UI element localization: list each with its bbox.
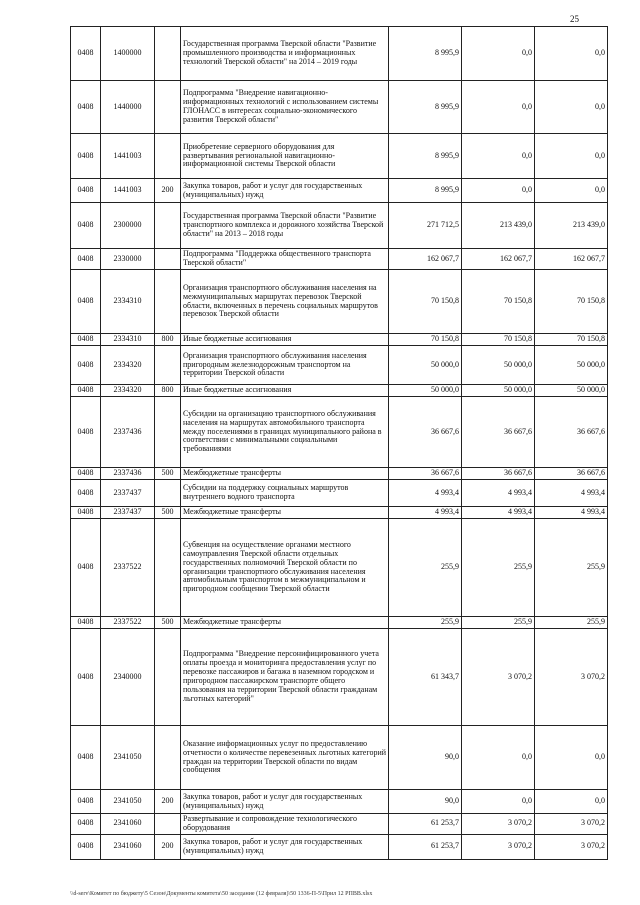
cell-amount-2: 0,0: [462, 27, 535, 81]
cell-amount-2: 0,0: [462, 179, 535, 203]
cell-name: Закупка товаров, работ и услуг для государственных (муниципальных) нужд: [181, 790, 389, 814]
cell-type: 500: [155, 617, 181, 629]
cell-name: Организация транспортного обслуживания населения пригородным железнодорожным транспортом на территории Тверской области: [181, 346, 389, 385]
cell-section: 0408: [71, 617, 101, 629]
cell-target: 2340000: [101, 629, 155, 726]
cell-amount-1: 61 343,7: [389, 629, 462, 726]
cell-amount-1: 70 150,8: [389, 270, 462, 334]
cell-target: 2341060: [101, 834, 155, 859]
cell-name: Субвенция на осуществление органами местного самоуправления Тверской области отдельных государственных полномочий Тверской области по организации транспортного обслуживания населения автомобильным транспортом в межмуниципальном и пригородном сообщении Тверской области: [181, 519, 389, 617]
cell-name: Межбюджетные трансферты: [181, 468, 389, 480]
cell-type: [155, 249, 181, 270]
cell-amount-2: 0,0: [462, 790, 535, 814]
cell-section: 0408: [71, 726, 101, 790]
cell-section: 0408: [71, 249, 101, 270]
cell-amount-2: 4 993,4: [462, 480, 535, 507]
cell-target: 2330000: [101, 249, 155, 270]
cell-type: 200: [155, 179, 181, 203]
cell-section: 0408: [71, 27, 101, 81]
cell-type: 800: [155, 385, 181, 397]
cell-amount-2: 0,0: [462, 81, 535, 134]
cell-amount-3: 50 000,0: [535, 385, 608, 397]
cell-name: Закупка товаров, работ и услуг для государственных (муниципальных) нужд: [181, 179, 389, 203]
table-row: [71, 346, 608, 385]
cell-amount-2: 36 667,6: [462, 397, 535, 468]
cell-name: Оказание информационных услуг по предоставлению отчетности о количестве перевезенных льготных категорий граждан на территории Тверской области по видам сообщения: [181, 726, 389, 790]
cell-target: 1440000: [101, 81, 155, 134]
cell-type: [155, 27, 181, 81]
cell-type: [155, 480, 181, 507]
cell-amount-2: 0,0: [462, 726, 535, 790]
cell-type: [155, 346, 181, 385]
cell-amount-1: 8 995,9: [389, 134, 462, 179]
footer-file-path: \\d-serv\Комитет по бюджету\5 Сезон\Документы комитета\50 заседание (12 февраля)\50 1336-П-5\Прил 12 РПВВ.xlsx: [70, 891, 373, 897]
cell-type: [155, 519, 181, 617]
cell-amount-2: 255,9: [462, 617, 535, 629]
cell-amount-2: 213 439,0: [462, 203, 535, 249]
cell-target: 2334320: [101, 385, 155, 397]
cell-amount-3: 213 439,0: [535, 203, 608, 249]
cell-amount-1: 36 667,6: [389, 397, 462, 468]
cell-target: 2337522: [101, 617, 155, 629]
cell-type: 500: [155, 468, 181, 480]
table-row: [71, 270, 608, 334]
table-row: [71, 385, 608, 397]
cell-amount-1: 8 995,9: [389, 27, 462, 81]
cell-amount-1: 90,0: [389, 790, 462, 814]
cell-section: 0408: [71, 134, 101, 179]
cell-amount-3: 70 150,8: [535, 270, 608, 334]
cell-amount-3: 0,0: [535, 81, 608, 134]
cell-amount-3: 0,0: [535, 179, 608, 203]
table-row: [71, 790, 608, 814]
cell-target: 2337437: [101, 507, 155, 519]
cell-amount-2: 70 150,8: [462, 334, 535, 346]
cell-amount-3: 0,0: [535, 790, 608, 814]
cell-section: 0408: [71, 81, 101, 134]
cell-amount-3: 3 070,2: [535, 629, 608, 726]
cell-amount-3: 4 993,4: [535, 507, 608, 519]
cell-target: 1441003: [101, 134, 155, 179]
cell-amount-3: 50 000,0: [535, 346, 608, 385]
cell-section: 0408: [71, 507, 101, 519]
cell-amount-3: 162 067,7: [535, 249, 608, 270]
cell-name: Организация транспортного обслуживания населения на межмуниципальных маршрутах перевозок Тверской области, включенных в перечень социальных маршрутов перевозок Тверской области: [181, 270, 389, 334]
cell-target: 2341050: [101, 790, 155, 814]
cell-target: 2337437: [101, 480, 155, 507]
table-row: [71, 179, 608, 203]
cell-type: [155, 203, 181, 249]
cell-amount-1: 90,0: [389, 726, 462, 790]
table-row: [71, 519, 608, 617]
table-row: [71, 397, 608, 468]
cell-amount-1: 162 067,7: [389, 249, 462, 270]
cell-section: 0408: [71, 480, 101, 507]
cell-target: 1400000: [101, 27, 155, 81]
cell-target: 2337436: [101, 468, 155, 480]
cell-section: 0408: [71, 814, 101, 835]
table-row: [71, 814, 608, 835]
cell-target: 2300000: [101, 203, 155, 249]
cell-section: 0408: [71, 203, 101, 249]
table-row: [71, 203, 608, 249]
cell-amount-1: 271 712,5: [389, 203, 462, 249]
cell-type: [155, 726, 181, 790]
cell-amount-3: 3 070,2: [535, 834, 608, 859]
cell-amount-1: 4 993,4: [389, 480, 462, 507]
cell-type: [155, 397, 181, 468]
cell-name: Приобретение серверного оборудования для развертывания региональной навигационно-информационной системы Тверской области: [181, 134, 389, 179]
cell-type: 200: [155, 790, 181, 814]
cell-amount-2: 70 150,8: [462, 270, 535, 334]
cell-target: 2341050: [101, 726, 155, 790]
cell-type: [155, 629, 181, 726]
cell-target: 2337436: [101, 397, 155, 468]
cell-section: 0408: [71, 346, 101, 385]
page-number: 25: [570, 14, 579, 24]
cell-section: 0408: [71, 270, 101, 334]
cell-name: Подпрограмма "Внедрение персонифицированного учета оплаты проезда и мониторинга предоставления услуг по перевозке пассажиров и багажа в наземном городском и пригородном пассажирском транспорте общего пользования на территории Тверской области гражданам льготных категорий": [181, 629, 389, 726]
table-row: [71, 629, 608, 726]
cell-section: 0408: [71, 334, 101, 346]
table-row: [71, 81, 608, 134]
cell-amount-2: 36 667,6: [462, 468, 535, 480]
cell-section: 0408: [71, 385, 101, 397]
cell-name: Государственная программа Тверской области "Развитие промышленного производства и информационных технологий Тверской области" на 2014 – 2019 годы: [181, 27, 389, 81]
cell-type: 800: [155, 334, 181, 346]
table-row: [71, 834, 608, 859]
cell-amount-3: 0,0: [535, 134, 608, 179]
cell-section: 0408: [71, 468, 101, 480]
cell-amount-2: 255,9: [462, 519, 535, 617]
cell-target: 1441003: [101, 179, 155, 203]
cell-amount-1: 8 995,9: [389, 81, 462, 134]
cell-target: 2334310: [101, 270, 155, 334]
cell-type: 200: [155, 834, 181, 859]
cell-amount-3: 3 070,2: [535, 814, 608, 835]
cell-name: Иные бюджетные ассигнования: [181, 334, 389, 346]
cell-amount-2: 4 993,4: [462, 507, 535, 519]
table-row: [71, 468, 608, 480]
cell-section: 0408: [71, 179, 101, 203]
cell-type: [155, 81, 181, 134]
cell-name: Иные бюджетные ассигнования: [181, 385, 389, 397]
cell-amount-1: 61 253,7: [389, 834, 462, 859]
cell-name: Субсидии на поддержку социальных маршрутов внутреннего водного транспорта: [181, 480, 389, 507]
cell-target: 2337522: [101, 519, 155, 617]
cell-section: 0408: [71, 519, 101, 617]
cell-amount-3: 70 150,8: [535, 334, 608, 346]
cell-amount-3: 36 667,6: [535, 468, 608, 480]
cell-amount-2: 0,0: [462, 134, 535, 179]
cell-amount-2: 162 067,7: [462, 249, 535, 270]
cell-name: Субсидии на организацию транспортного обслуживания населения на маршрутах автомобильного транспорта между поселениями в границах муниципального района в соответствии с минимальными социальными требованиями: [181, 397, 389, 468]
cell-amount-2: 3 070,2: [462, 629, 535, 726]
cell-amount-1: 36 667,6: [389, 468, 462, 480]
cell-amount-3: 0,0: [535, 726, 608, 790]
cell-name: Межбюджетные трансферты: [181, 617, 389, 629]
cell-section: 0408: [71, 790, 101, 814]
cell-amount-1: 255,9: [389, 617, 462, 629]
cell-type: [155, 270, 181, 334]
cell-amount-1: 4 993,4: [389, 507, 462, 519]
cell-section: 0408: [71, 834, 101, 859]
cell-amount-2: 50 000,0: [462, 346, 535, 385]
cell-name: Государственная программа Тверской области "Развитие транспортного комплекса и дорожного хозяйства Тверской области" на 2013 – 2018 годы: [181, 203, 389, 249]
cell-type: [155, 814, 181, 835]
cell-amount-1: 8 995,9: [389, 179, 462, 203]
cell-target: 2341060: [101, 814, 155, 835]
cell-type: [155, 134, 181, 179]
table-row: [71, 507, 608, 519]
cell-amount-1: 255,9: [389, 519, 462, 617]
cell-section: 0408: [71, 397, 101, 468]
cell-amount-1: 50 000,0: [389, 346, 462, 385]
table-row: [71, 334, 608, 346]
cell-section: 0408: [71, 629, 101, 726]
cell-name: Развертывание и сопровождение технологического оборудования: [181, 814, 389, 835]
budget-table: [70, 26, 608, 860]
cell-target: 2334320: [101, 346, 155, 385]
cell-name: Подпрограмма "Внедрение навигационно-информационных технологий с использованием системы ГЛОНАСС в интересах социально-экономического развития Тверской области": [181, 81, 389, 134]
cell-amount-2: 50 000,0: [462, 385, 535, 397]
cell-amount-2: 3 070,2: [462, 834, 535, 859]
table-row: [71, 480, 608, 507]
cell-target: 2334310: [101, 334, 155, 346]
cell-name: Закупка товаров, работ и услуг для государственных (муниципальных) нужд: [181, 834, 389, 859]
table-row: [71, 726, 608, 790]
table-row: [71, 134, 608, 179]
cell-amount-3: 36 667,6: [535, 397, 608, 468]
cell-amount-3: 4 993,4: [535, 480, 608, 507]
cell-amount-1: 50 000,0: [389, 385, 462, 397]
cell-amount-1: 70 150,8: [389, 334, 462, 346]
cell-amount-3: 255,9: [535, 617, 608, 629]
table-row: [71, 617, 608, 629]
cell-type: 500: [155, 507, 181, 519]
cell-name: Подпрограмма "Поддержка общественного транспорта Тверской области": [181, 249, 389, 270]
cell-amount-3: 0,0: [535, 27, 608, 81]
cell-amount-2: 3 070,2: [462, 814, 535, 835]
table-row: [71, 249, 608, 270]
cell-amount-3: 255,9: [535, 519, 608, 617]
cell-name: Межбюджетные трансферты: [181, 507, 389, 519]
table-row: [71, 27, 608, 81]
cell-amount-1: 61 253,7: [389, 814, 462, 835]
